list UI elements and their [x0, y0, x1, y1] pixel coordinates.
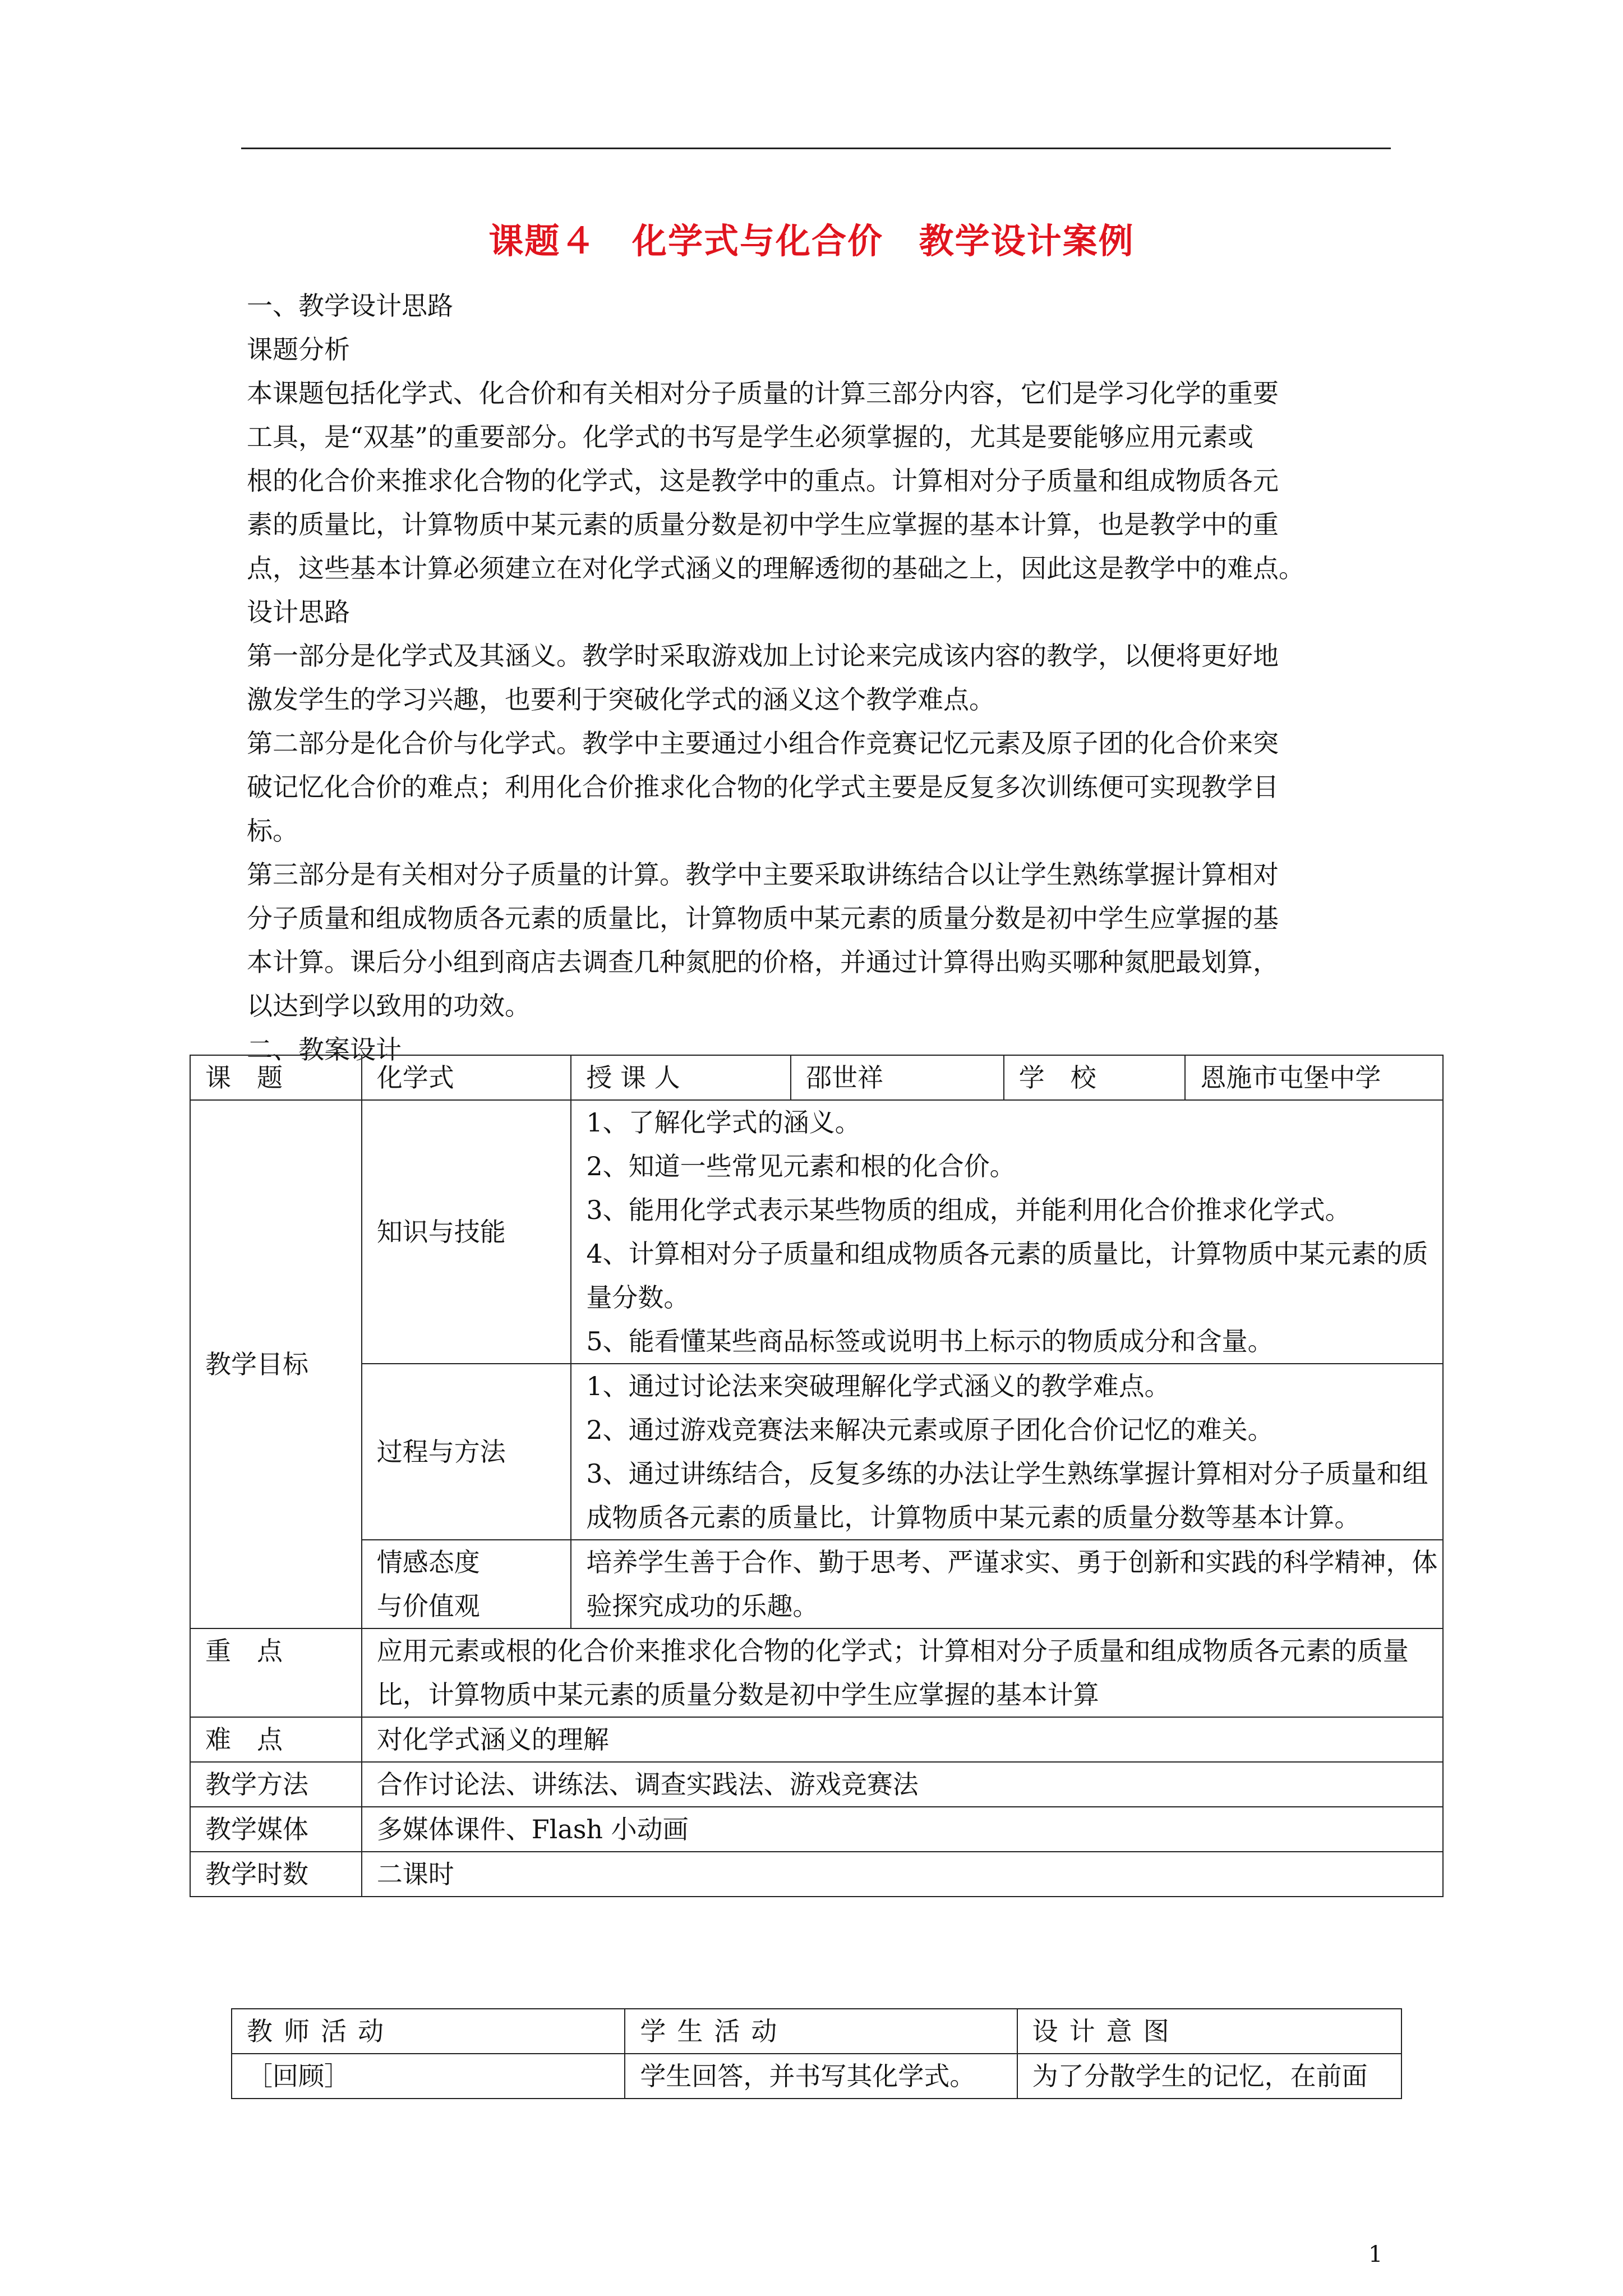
student-activity-header: 学生活动: [625, 2009, 1017, 2054]
school-label: 学 校: [1004, 1055, 1186, 1100]
table-row: [190, 1055, 1443, 1100]
emotion-text: 培养学生善于合作、勤于思考、严谨求实、勇于创新和实践的科学精神，体验探究成功的乐趣。: [571, 1540, 1443, 1628]
list-item: 3、通过讲练结合，反复多练的办法让学生熟练掌握计算相对分子质量和组成物质各元素的质量比，计算物质中某元素的质量分数等基本计算。: [586, 1458, 1428, 1533]
list-item: 1、了解化学式的涵义。: [586, 1107, 861, 1138]
difficulty-label: 难 点: [190, 1717, 362, 1762]
key-point-text: 应用元素或根的化合价来推求化合物的化学式；计算相对分子质量和组成物质各元素的质量比，计算物质中某元素的质量分数是初中学生应掌握的基本计算: [362, 1628, 1443, 1717]
section-heading-2: 二、教案设计: [247, 1034, 402, 1065]
media-text: 多媒体课件、Flash 小动画: [362, 1807, 1443, 1852]
teacher-activity-cell: ［回顾］: [232, 2054, 625, 2099]
paragraph-line: 标。: [247, 816, 298, 846]
list-item: 2、知道一些常见元素和根的化合价。: [586, 1151, 1016, 1181]
activity-table: [231, 2008, 1402, 2099]
topic-label: 课 题: [190, 1055, 362, 1100]
emotion-label: [362, 1540, 571, 1628]
table-row: [190, 1540, 1443, 1628]
method-label: 教学方法: [190, 1762, 362, 1807]
page-number: 1: [1368, 2242, 1383, 2267]
hours-label: 教学时数: [190, 1852, 362, 1897]
teacher-label: 授 课 人: [571, 1055, 791, 1100]
table-row: [190, 1628, 1443, 1717]
paragraph-line: 激发学生的学习兴趣，也要利于突破化学式的涵义这个教学难点。: [247, 684, 995, 715]
objectives-label: 教学目标: [190, 1100, 362, 1628]
list-item: 3、能用化学式表示某些物质的组成，并能利用化合价推求化学式。: [586, 1195, 1351, 1225]
paragraph-line: 本计算。课后分小组到商店去调查几种氮肥的价格，并通过计算得出购买哪种氮肥最划算，: [247, 947, 1279, 977]
paragraph-line: 第一部分是化学式及其涵义。教学时采取游戏加上讨论来完成该内容的教学，以便将更好地: [247, 641, 1279, 671]
design-intent-header: 设计意图: [1017, 2009, 1401, 2054]
table-row: [190, 1100, 1443, 1364]
paragraph-line: 第二部分是化合价与化学式。教学中主要通过小组合作竞赛记忆元素及原子团的化合价来突: [247, 728, 1279, 758]
table-row: [190, 1807, 1443, 1852]
table-row: [232, 2054, 1401, 2099]
student-activity-cell: 学生回答，并书写其化学式。: [625, 2054, 1017, 2099]
paragraph-line: 分子质量和组成物质各元素的质量比，计算物质中某元素的质量分数是初中学生应掌握的基: [247, 903, 1279, 933]
emotion-label-line-1: 情感态度: [376, 1547, 480, 1577]
list-item: 5、能看懂某些商品标签或说明书上标示的物质成分和含量。: [586, 1326, 1274, 1356]
knowledge-label: 知识与技能: [362, 1100, 571, 1364]
emotion-label-line-2: 与价值观: [376, 1591, 480, 1621]
paragraph-line: 点，这些基本计算必须建立在对化学式涵义的理解透彻的基础之上，因此这是教学中的难点。: [247, 553, 1304, 583]
topic-analysis-heading: 课题分析: [247, 334, 350, 365]
header-rule: [241, 148, 1391, 149]
teacher-activity-header: 教师活动: [232, 2009, 625, 2054]
paragraph-line: 本课题包括化学式、化合价和有关相对分子质量的计算三部分内容，它们是学习化学的重要: [247, 378, 1279, 408]
school-value: 恩施市屯堡中学: [1185, 1055, 1443, 1100]
method-text: 合作讨论法、讲练法、调查实践法、游戏竞赛法: [362, 1762, 1443, 1807]
hours-text: 二课时: [362, 1852, 1443, 1897]
table-row: [190, 1852, 1443, 1897]
paragraph-line: 第三部分是有关相对分子质量的计算。教学中主要采取讲练结合以让学生熟练掌握计算相对: [247, 859, 1279, 890]
paragraph-line: 以达到学以致用的功效。: [247, 991, 531, 1021]
table-row: [190, 1717, 1443, 1762]
paragraph-line: 工具，是“双基”的重要部分。化学式的书写是学生必须掌握的，尤其是要能够应用元素或: [247, 422, 1254, 452]
design-heading: 设计思路: [247, 597, 350, 627]
table-header-row: [232, 2009, 1401, 2054]
title-suffix: 教学设计案例: [919, 220, 1135, 261]
process-items: [571, 1364, 1443, 1540]
title-topic-number: 课题４: [488, 220, 597, 261]
difficulty-text: 对化学式涵义的理解: [362, 1717, 1443, 1762]
knowledge-items: [571, 1100, 1443, 1364]
design-intent-cell: 为了分散学生的记忆，在前面: [1017, 2054, 1401, 2099]
section-heading-1: 一、教学设计思路: [247, 291, 453, 321]
title-topic-name: 化学式与化合价: [631, 220, 883, 261]
process-label: 过程与方法: [362, 1364, 571, 1540]
topic-value: 化学式: [362, 1055, 571, 1100]
media-label: 教学媒体: [190, 1807, 362, 1852]
list-item: 4、计算相对分子质量和组成物质各元素的质量比，计算物质中某元素的质量分数。: [586, 1239, 1428, 1313]
lesson-plan-table: [190, 1055, 1444, 1897]
table-row: [190, 1364, 1443, 1540]
key-point-label: 重 点: [190, 1628, 362, 1717]
teacher-value: 邵世祥: [791, 1055, 1004, 1100]
paragraph-line: 破记忆化合价的难点；利用化合价推求化合物的化学式主要是反复多次训练便可实现教学目: [247, 772, 1279, 802]
list-item: 1、通过讨论法来突破理解化学式涵义的教学难点。: [586, 1371, 1170, 1401]
design-thinking-section: [247, 284, 1396, 1071]
table-row: [190, 1762, 1443, 1807]
paragraph-line: 素的质量比，计算物质中某元素的质量分数是初中学生应掌握的基本计算，也是教学中的重: [247, 509, 1279, 540]
list-item: 2、通过游戏竞赛法来解决元素或原子团化合价记忆的难关。: [586, 1415, 1274, 1445]
page-title: [0, 213, 1623, 263]
paragraph-line: 根的化合价来推求化合物的化学式，这是教学中的重点。计算相对分子质量和组成物质各元: [247, 466, 1279, 496]
